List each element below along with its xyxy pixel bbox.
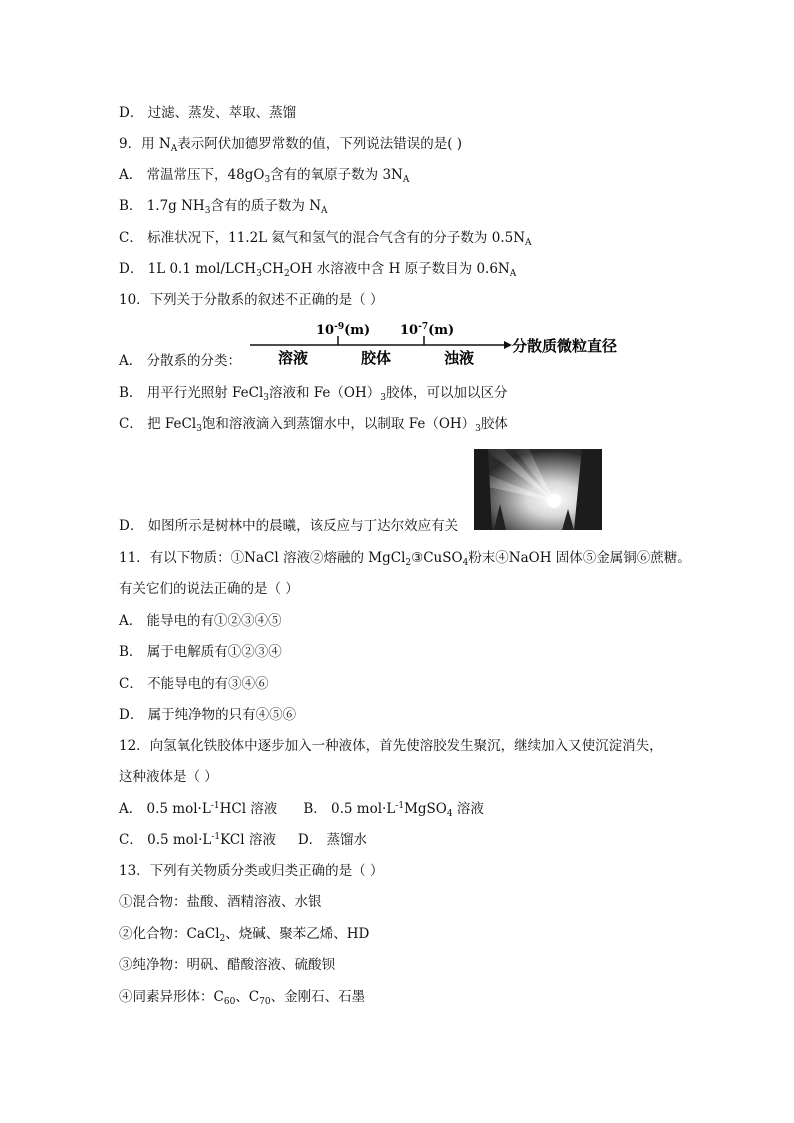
- q11-option-c: C． 不能导电的有③④⑥: [119, 676, 269, 692]
- q13-item-3: ③纯净物：明矾、醋酸溶液、硫酸钡: [119, 957, 335, 973]
- q13-stem: 13．下列有关物质分类或归类正确的是（ ）: [119, 863, 384, 879]
- q11-stem: 11．有以下物质：①NaCl 溶液②熔融的 MgCl$_2$③CuSO$_4$粉末④NaOH 固体⑤金属铜⑥蔗糖。: [119, 550, 691, 568]
- q9-option-b: B． 1.7g $NH_3$含有的质子数为 $N_A$: [119, 198, 328, 216]
- q13-item-4: ④同素异形体：$C_{60}$、$C_{70}$、金刚石、石墨: [119, 989, 366, 1007]
- q9-option-a: A． 常温常压下，$48gO_3$含有的氧原子数为 $3N_A$: [119, 167, 410, 185]
- q11-stem-cont: 有关它们的说法正确的是（ ）: [119, 581, 299, 597]
- axis-label: 分散质微粒直径: [512, 337, 618, 355]
- q9-option-c: C． 标准状况下，11.2L 氦气和氢气的混合气含有的分子数为 $0.5N_A$: [119, 230, 532, 248]
- tick1-label: $10^{-9}(m)$: [316, 322, 371, 338]
- segment-suspension: 浊液: [444, 349, 475, 367]
- q9-option-d: D． 1L 0.1 mol/$LCH_3CH_2OH$ 水溶液中含 H 原子数目为 $0.6N_A$: [119, 261, 517, 279]
- tick2-label: $10^{-7}(m)$: [400, 322, 455, 338]
- q9-stem: 9．用 $N_A$表示阿伏加德罗常数的值，下列说法错误的是( ): [119, 136, 463, 154]
- q11-option-a: A． 能导电的有①②③④⑤: [119, 613, 282, 629]
- forest-morning-photo: [474, 449, 602, 530]
- q10-stem: 10．下列关于分散系的叙述不正确的是（ ）: [119, 292, 384, 308]
- q12-option-a: A． 0.5 $mol\cdot L^{-1}HCl$ 溶液: [119, 801, 278, 817]
- q12-stem-cont: 这种液体是（ ）: [119, 769, 218, 785]
- q10-option-d: D． 如图所示是树林中的晨曦，该反应与丁达尔效应有关: [119, 518, 459, 534]
- q10-option-a-label: A． 分散系的分类：: [119, 353, 242, 369]
- q13-item-1: ①混合物：盐酸、酒精溶液、水银: [119, 894, 322, 910]
- q11-option-b: B． 属于电解质有①②③④: [119, 644, 282, 660]
- segment-solution: 溶液: [278, 349, 309, 367]
- q12-options-cd: [119, 830, 367, 850]
- dispersion-diagram: [248, 320, 648, 370]
- q12-option-d: D． 蒸馏水: [297, 832, 367, 848]
- q13-item-2: ②化合物：CaCl$_2$、烧碱、聚苯乙烯、HD: [119, 926, 370, 944]
- q12-option-c: C． 0.5 $mol\cdot L^{-1}KCl$ 溶液: [119, 832, 276, 848]
- q12-option-b: B． 0.5 $mol\cdot L^{-1}MgSO_4$ 溶液: [303, 801, 484, 819]
- diagram-arrowhead: [504, 341, 512, 349]
- q8-option-d: D． 过滤、蒸发、萃取、蒸馏: [119, 105, 297, 121]
- q10-option-c: C． 把 FeCl$_3$饱和溶液滴入到蒸馏水中，以制取 $Fe(OH)_3$胶体: [119, 416, 508, 434]
- segment-colloid: 胶体: [361, 349, 392, 367]
- q11-option-d: D． 属于纯净物的只有④⑤⑥: [119, 707, 297, 723]
- q12-stem: 12．向氢氧化铁胶体中逐步加入一种液体，首先使溶胶发生聚沉，继续加入又使沉淀消失，: [119, 738, 663, 754]
- q12-options-ab: [119, 799, 484, 819]
- q10-option-b: B． 用平行光照射 FeCl$_3$溶液和 $Fe(OH)_3$胶体，可以加以区分: [119, 385, 508, 403]
